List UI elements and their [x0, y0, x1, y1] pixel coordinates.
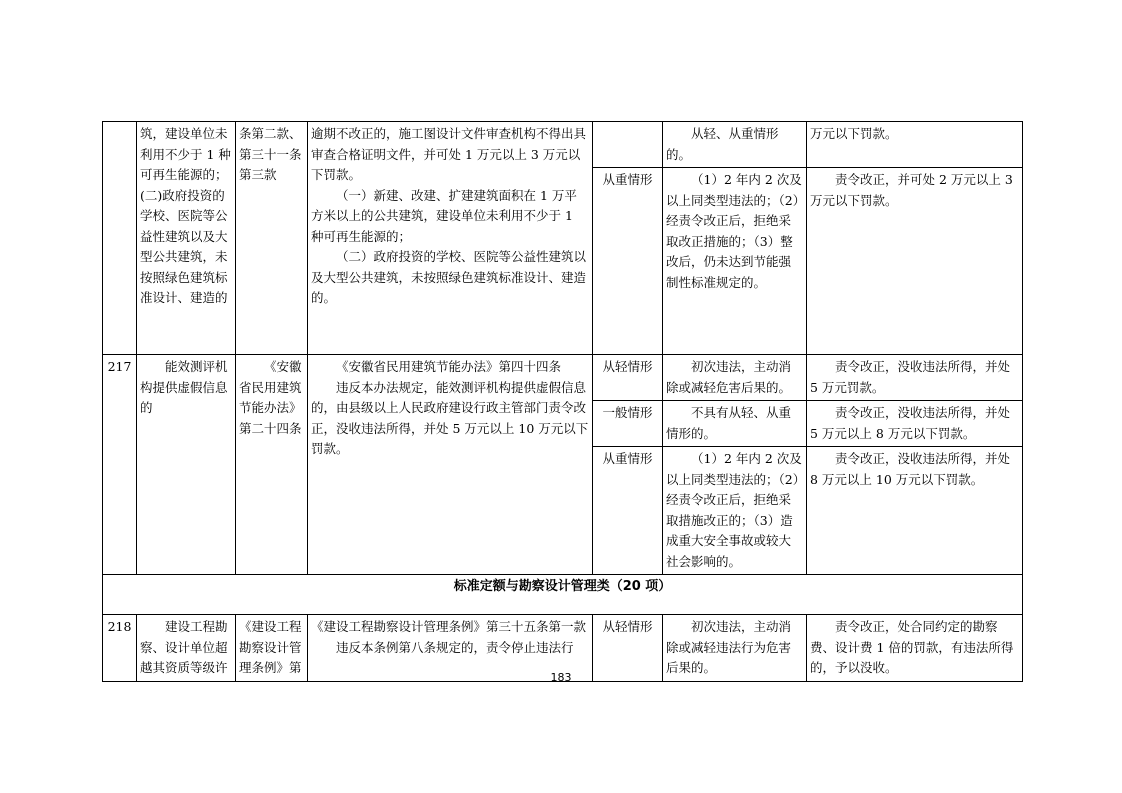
provision-text: （二）政府投资的学校、医院等公益性建筑以及大型公共建筑，未按照绿色建筑标准设计、建造的。 [311, 249, 587, 305]
severity-label: 从轻情形 [593, 615, 663, 682]
table-row [103, 355, 1023, 401]
standard-cell [807, 401, 1023, 447]
severity-cell [593, 122, 663, 168]
condition-text: 初次违法，主动消除或减轻违法行为危害后果的。 [666, 619, 792, 675]
condition-text: 不具有从轻、从重情形的。 [666, 405, 792, 441]
standard-text: 万元以下罚款。 [810, 126, 898, 141]
item-number: 218 [103, 615, 137, 682]
table-row [103, 122, 1023, 168]
condition-text: （1）2 年内 2 次及以上同类型违法的；（2）经责令改正后，拒绝采取措施改正的；（3）造成重大安全事故或较大社会影响的。 [666, 451, 802, 569]
item-number: 217 [103, 355, 137, 575]
condition-text: （1）2 年内 2 次及以上同类型违法的；（2）经责令改正后，拒绝采取改正措施的；（3）整改后，仍未达到节能强制性标准规定的。 [666, 172, 802, 290]
standard-text: 责令改正，处合同约定的勘察费、设计费 1 倍的罚款，有违法所得的，予以没收。 [810, 619, 1014, 675]
section-title: 标准定额与勘察设计管理类（20 项） [103, 575, 1023, 615]
legal-basis: 条第二款、第三十一条第三款 [239, 126, 302, 182]
standard-cell [807, 122, 1023, 168]
condition-text: 从轻、从重情形的。 [666, 126, 779, 162]
standard-cell [807, 355, 1023, 401]
provision-text: 违反本条例第八条规定的，责令停止违法行 [336, 639, 574, 655]
legal-basis-cell [236, 122, 308, 355]
standard-cell [807, 447, 1023, 575]
page-number: 183 [550, 671, 572, 684]
item-number-cell [103, 122, 137, 355]
legal-basis: 《安徽省民用建筑节能办法》第二十四条 [239, 359, 302, 436]
standard-text: 责令改正，没收违法所得，并处 8 万元以上 10 万元以下罚款。 [810, 451, 1014, 487]
condition-cell [663, 401, 807, 447]
violation-item: 能效测评机构提供虚假信息的 [140, 359, 228, 415]
violation-item-cell [137, 355, 236, 575]
condition-cell [663, 168, 807, 355]
condition-cell [663, 122, 807, 168]
condition-text: 初次违法，主动消除或减轻危害后果的。 [666, 359, 792, 395]
severity-label: 从重情形 [593, 168, 663, 355]
provision-text: 《建设工程勘察设计管理条例》第三十五条第一款 [311, 619, 587, 634]
section-row [103, 575, 1023, 615]
standard-text: 责令改正，没收违法所得，并处 5 万元罚款。 [810, 359, 1014, 395]
condition-cell [663, 355, 807, 401]
standard-text: 责令改正，没收违法所得，并处 5 万元以上 8 万元以下罚款。 [810, 405, 1014, 441]
standard-cell [807, 168, 1023, 355]
provision-cell [308, 355, 593, 575]
provision-text: 违反本办法规定，能效测评机构提供虚假信息的，由县级以上人民政府建设行政主管部门责令改正，没收违法所得，并处 5 万元以上 10 万元以下罚款。 [311, 379, 589, 456]
penalty-standards-table [102, 121, 1023, 682]
condition-cell [663, 447, 807, 575]
severity-label: 从重情形 [593, 447, 663, 575]
violation-item: 筑，建设单位未利用不少于 1 种可再生能源的；(二)政府投资的学校、医院等公益性建筑以及大型公共建筑，未按照绿色建筑标准设计、建造的 [140, 126, 231, 305]
violation-item-cell [137, 122, 236, 355]
provision-text: （一）新建、改建、扩建建筑面积在 1 万平方米以上的公共建筑，建设单位未利用不少于 1 种可再生能源的； [311, 187, 577, 244]
standard-text: 责令改正，并可处 2 万元以上 3 万元以下罚款。 [810, 172, 1017, 208]
provision-text: 《安徽省民用建筑节能办法》第四十四条 [336, 359, 562, 374]
legal-basis: 《建设工程勘察设计管理条例》第 [239, 619, 302, 675]
provision-cell [308, 122, 593, 355]
provision-text: 逾期不改正的，施工图设计文件审查机构不得出具审查合格证明文件，并可处 1 万元以上 3 万元以下罚款。 [311, 126, 587, 182]
severity-label: 从轻情形 [593, 355, 663, 401]
violation-item: 建设工程勘察、设计单位超越其资质等级许 [140, 619, 228, 675]
legal-basis-cell [236, 355, 308, 575]
severity-label: 一般情形 [593, 401, 663, 447]
